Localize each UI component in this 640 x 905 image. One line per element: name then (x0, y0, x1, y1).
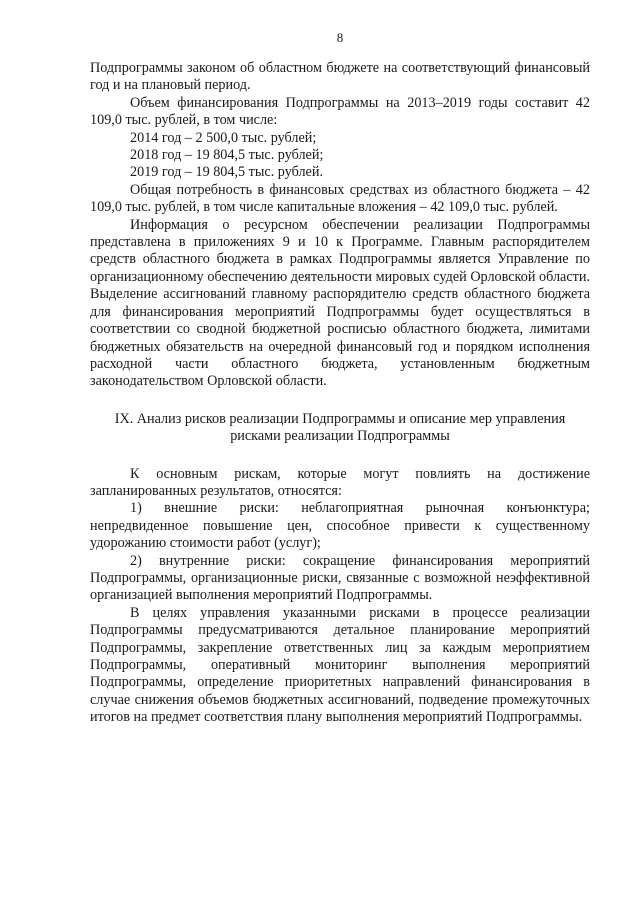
paragraph-risk-measures: В целях управления указанными рисками в процессе реализации Подпрограммы предусматриваются детальное планирование мероприятий Подпрограммы, закрепление ответственных лиц за каждым мероприятием Подпрограммы, оперативный мониторинг выполнения мероприятий Подпрограммы, определение приоритетных направлений финансирования в случае снижения объемов бюджетных ассигнований, подведение промежуточных итогов на предмет соответствия плану выполнения мероприятий Подпрограммы. (90, 604, 590, 726)
funding-item-2014: 2014 год – 2 500,0 тыс. рублей; (130, 129, 317, 146)
funding-item-2019: 2019 год – 19 804,5 тыс. рублей. (130, 164, 323, 181)
section-heading-line2: рисками реализации Подпрограммы (230, 428, 450, 445)
funding-item-2018: 2018 год – 19 804,5 тыс. рублей; (130, 147, 324, 164)
paragraph-total-need: Общая потребность в финансовых средствах из областного бюджета – 42 109,0 тыс. рублей, в том числе капитальные вложения – 42 109,0 тыс. рублей. (90, 181, 590, 216)
paragraph-risks-intro: К основным рискам, которые могут повлиять на достижение запланированных результатов, относятся: (90, 465, 590, 499)
page-number: 8 (336, 30, 344, 45)
section-heading (90, 411, 590, 446)
paragraph-resource-info: Информация о ресурсном обеспечении реализации Подпрограммы представлена в приложениях 9 и 10 к Программе. Главным распорядителем средств областного бюджета в рамках Подпрограммы является Управление по организационному обеспечению деятельности мировых судей Орловской области. Выделение ассигнований главному распорядителю средств областного бюджета для финансирования мероприятий Подпрограммы будет осуществляться в соответствии со сводной бюджетной росписью областного бюджета, лимитами бюджетных обязательств на очередной финансовый год и порядком исполнения расходной части областного бюджета, установленным бюджетным законодательством Орловской области. (90, 216, 590, 390)
section-heading-line1: IX. Анализ рисков реализации Подпрограммы и описание мер управления (114, 410, 566, 427)
paragraph-external-risks: 1) внешние риски: неблагоприятная рыночная конъюнктура; непредвиденное повышение цен, способное привести к существенному удорожанию стоимости работ (услуг); (90, 500, 590, 552)
paragraph-continuation: Подпрограммы законом об областном бюджете на соответствующий финансовый год и на плановый период. (90, 60, 590, 94)
paragraph-internal-risks: 2) внутренние риски: сокращение финансирования мероприятий Подпрограммы, организационные риски, связанные с возможной неэффективной организацией выполнения мероприятий Подпрограммы. (90, 552, 590, 604)
paragraph-funding-volume: Объем финансирования Подпрограммы на 2013–2019 годы составит 42 109,0 тыс. рублей, в том числе: (90, 94, 590, 129)
